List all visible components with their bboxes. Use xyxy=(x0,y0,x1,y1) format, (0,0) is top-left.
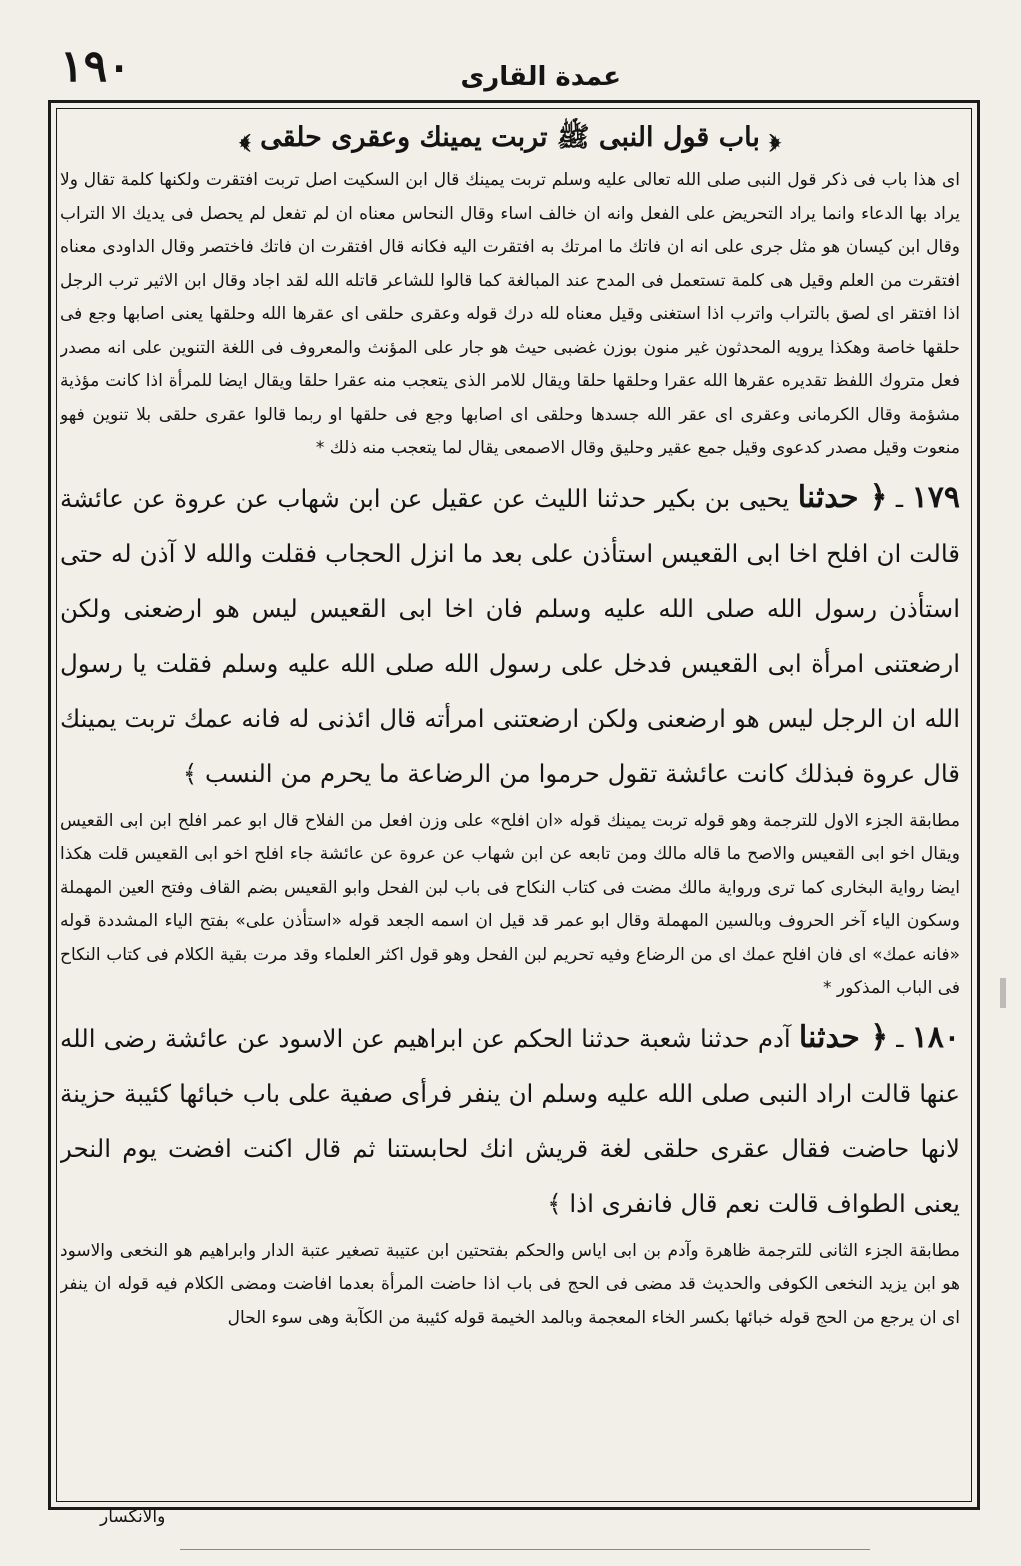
hadith-marker: ﴿ حدثنا xyxy=(797,479,888,515)
hadith-text: يحيى بن بكير حدثنا الليث عن عقيل عن ابن شهاب عن عروة عن عائشة قالت ان افلح اخا ابى القعيس استأذن على بعد ما انزل الحجاب فقلت والله لا آذن له حتى استأذن رسول الله صلى الله عليه وسلم فان اخا ابى القعيس ليس هو ارضعنى ولكن ارضعتنى امرأة ابى القعيس فدخل على رسول الله صلى الله عليه وسلم فقلت يا رسول الله ان الرجل ليس هو ارضعنى ولكن ارضعتنى امرأته قال ائذنى له فانه عمك تربت يمينك قال عروة فبذلك كانت عائشة تقول حرموا من الرضاعة ما يحرم من النسب ﴾ xyxy=(60,483,960,788)
hadith-number: ١٧٩ xyxy=(911,479,960,515)
hadith-block xyxy=(60,1010,960,1231)
hadith-block xyxy=(60,470,960,801)
running-title: عمدة القارى xyxy=(460,62,621,92)
hadith-text: آدم حدثنا شعبة حدثنا الحكم عن ابراهيم عن الاسود عن عائشة رضى الله عنها قالت اراد النبى صلى الله عليه وسلم ان ينفر فرأى صفية على باب خبائها كئيبة حزينة لانها حاضت فقال عقرى حلقى لغة قريش انك لحابستنا ثم قال اكنت افضت يوم النحر يعنى الطواف قالت نعم قال فانفرى اذا ﴾ xyxy=(60,1023,960,1218)
commentary-block: اى هذا باب فى ذكر قول النبى صلى الله تعالى عليه وسلم تربت يمينك قال ابن السكيت اصل تربت افتقرت ولكنها كلمة تقال ولا يراد بها الدعاء وانما يراد التحريض على الفعل وانه ان خالف اساء وقال النحاس معناه ان لم تفعل لم يحصل فى يديك الا التراب وقال ابن كيسان هو مثل جرى على انه ان فاتك ما امرتك به افتقرت اليه فكانه قال افتقرت ان فاتك فاختصر وقال الداودى معناه افتقرت من العلم وقيل هى كلمة تستعمل فى المدح عند المبالغة كما قالوا للشاعر قاتله الله لقد اجاد وقال ابن الاثير ترب الرجل اذا افتقر اى لصق بالتراب واترب اذا استغنى وقيل معناه لله درك قوله وعقرى حلقى اى عقرها الله وحلقها يعنى اصابها وجع فى حلقها خاصة وهكذا يرويه المحدثون غير منون بوزن غضبى حيث هو جار على المؤنث والمعروف فى اللغة التنوين على انه مصدر فعل متروك اللفظ تقديره عقرها الله عقرا وحلقها حلقا ويقال للامر الذى يتعجب منه عقرا حلقا ويقال ايضا للمرأة اذا كانت مؤذية مشؤمة وقال الكرمانى وعقرى اى عقر الله جسدها وحلقى اى اصابها وجع فى حلقها او ربما قالوا عقرى حلقى بلا تنوين فهو منعوت وقيل مصدر كدعوى وقيل جمع عقير وحليق وقال الاصمعى يقال لما يتعجب منه ذلك * xyxy=(60,170,960,458)
commentary-block: مطابقة الجزء الثانى للترجمة ظاهرة وآدم بن ابى اياس والحكم بفتحتين ابن عتيبة تصغير عتبة الدار وابراهيم هو النخعى والاسود هو ابن يزيد النخعى الكوفى والحديث قد مضى فى الحج فى باب اذا حاضت المرأة بعدما افاضت ومضى الكلام فيه قوله ان ينفر اى ان يرجع من الحج قوله خبائها بكسر الخاء المعجمة وبالمد الخيمة قوله كئيبة من الكآبة وهى سوء الحال xyxy=(60,1240,960,1328)
separator: ـ xyxy=(887,483,904,513)
catchword: والانكسار xyxy=(100,1507,166,1527)
page-body xyxy=(60,118,960,1494)
chapter-heading: ﴿ باب قول النبى ﷺ تربت يمينك وعقرى حلقى ﴾ xyxy=(239,122,781,153)
commentary-block: مطابقة الجزء الاول للترجمة وهو قوله تربت يمينك قوله «ان افلح» على وزن افعل من الفلاح قال ابو عمر افلح ابن ابى القعيس ويقال اخو ابى القعيس والاصح ما قاله مالك ومن تابعه عن ابن شهاب عن عروة عن عائشة جاء افلح اخو ابى القعيس قلت هكذا ايضا رواية البخارى كما ترى ورواية مالك مضت فى كتاب النكاح فى باب لبن الفحل وابو القعيس بضم القاف وفتح العين المهملة وسكون الياء آخر الحروف وبالسين المهملة وقال ابو عمر قد قيل ان اسمه الجعد قوله «استأذن على» بفتح الياء المشددة قوله «فانه عمك» اى فان افلح عمك اى من الرضاع وفيه تحريم لبن الفحل وهو قول اكثر العلماء وقد مرت بقية الكلام فى كتاب النكاح فى الباب المذكور * xyxy=(60,810,960,998)
separator: ـ xyxy=(888,1023,904,1053)
page-header xyxy=(60,41,951,92)
hadith-number: ١٨٠ xyxy=(911,1019,960,1055)
bottom-rule xyxy=(180,1549,870,1550)
gutter-mark xyxy=(1000,978,1006,1008)
page-number: ١٩٠ xyxy=(60,41,131,92)
hadith-marker: ﴿ حدثنا xyxy=(798,1019,889,1055)
